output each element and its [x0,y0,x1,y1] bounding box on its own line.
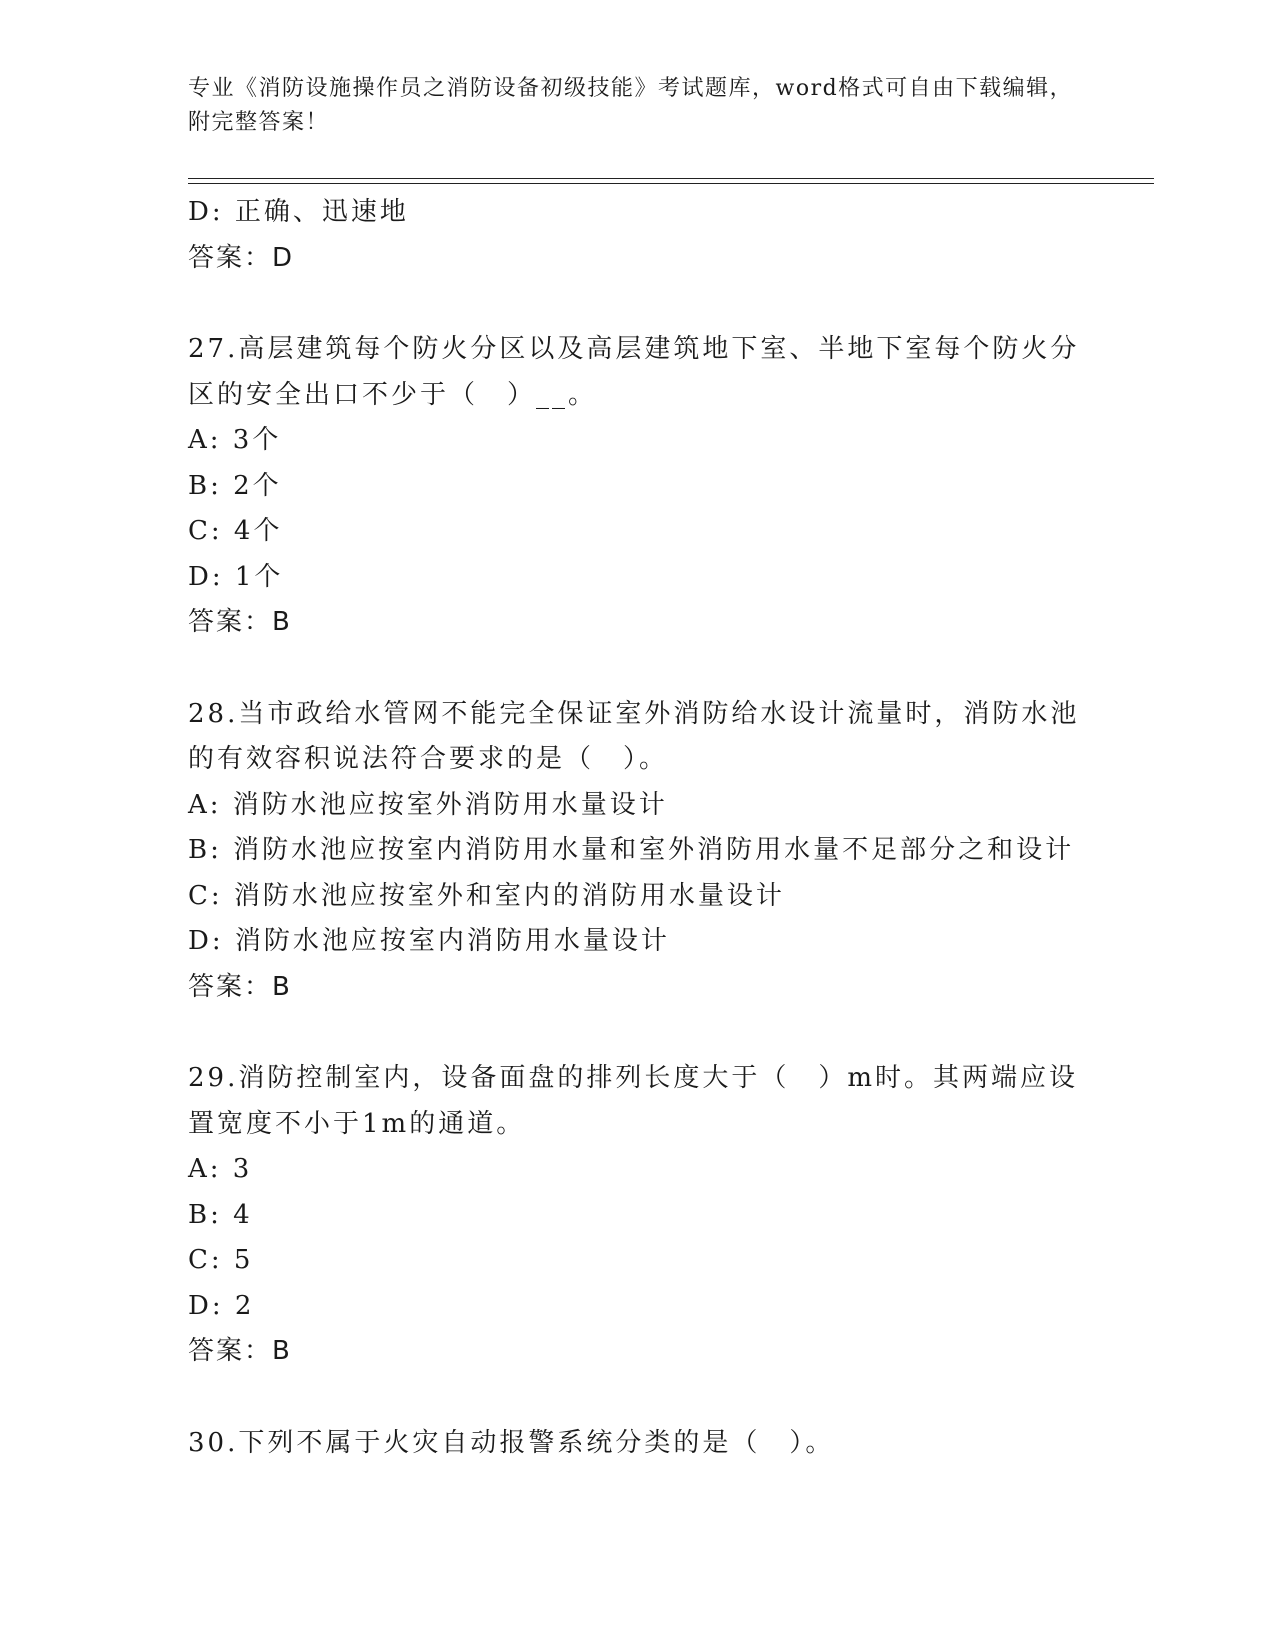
document-header: 专业《消防设施操作员之消防设备初级技能》考试题库，word格式可自由下载编辑，附完整答案！ [188,76,1074,135]
header-rule-top [188,178,1154,179]
question-text: 27.高层建筑每个防火分区以及高层建筑地下室、半地下室每个防火分区的安全出口不少于（ ）__。 [188,334,1080,410]
option-d: D: 2 [188,1290,255,1321]
question-text: 30.下列不属于火灾自动报警系统分类的是（ ）。 [188,1427,835,1458]
answer: 答案：B [188,971,292,1002]
answer: 答案：B [188,607,292,637]
option-c: C: 4个 [188,516,283,546]
option-c: C: 消防水池应按室外和室内的消防用水量设计 [188,880,785,911]
option-d: D: 消防水池应按室内消防用水量设计 [188,926,670,956]
question-28 [188,692,1088,1011]
question-30 [188,1421,1088,1467]
prev-option-d: D: 正确、迅速地 [188,197,409,227]
spacer [188,281,1088,327]
option-a: A: 3 [188,1154,253,1184]
option-d: D: 1个 [188,561,284,592]
option-b: B: 4 [188,1199,253,1230]
question-29 [188,1056,1088,1375]
document-content [188,190,1088,1466]
question-text: 29.消防控制室内，设备面盘的排列长度大于（ ）m时。其两端应设置宽度不小于1m的通道。 [188,1063,1079,1139]
option-a: A: 3个 [188,425,282,455]
option-b: B: 2个 [188,470,282,501]
spacer [188,1010,1088,1056]
option-c: C: 5 [188,1245,254,1275]
option-b: B: 消防水池应按室内消防用水量和室外消防用水量不足部分之和设计 [188,835,1075,865]
question-27 [188,327,1088,646]
prev-answer: 答案：D [188,242,295,273]
question-text: 28.当市政给水管网不能完全保证室外消防给水设计流量时，消防水池的有效容积说法符合要求的是（ ）。 [188,698,1080,774]
header-rule-bottom [188,183,1154,184]
option-a: A: 消防水池应按室外消防用水量设计 [188,789,668,820]
spacer [188,646,1088,692]
spacer [188,1375,1088,1421]
answer: 答案：B [188,1336,292,1366]
